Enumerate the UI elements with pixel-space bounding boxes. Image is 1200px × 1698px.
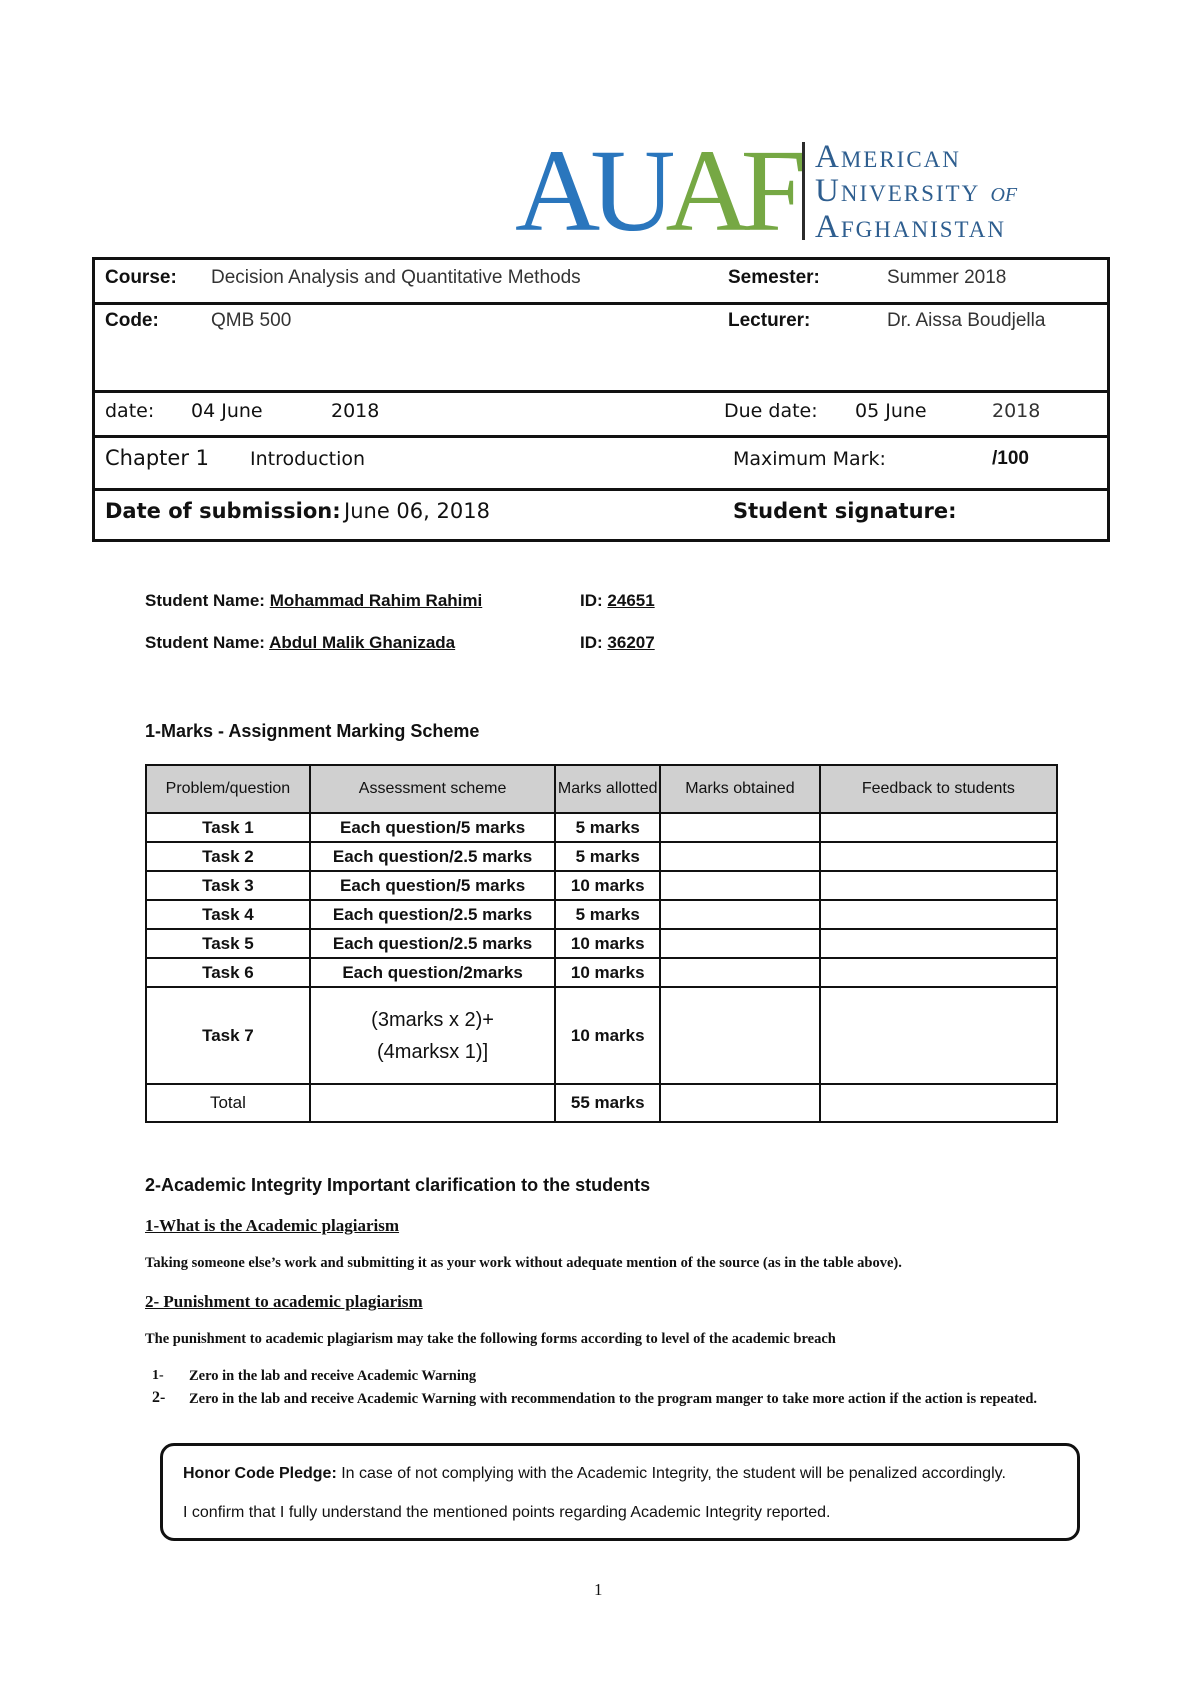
code-value: QMB 500 bbox=[211, 310, 292, 331]
table-row-task-7 bbox=[146, 987, 1057, 1084]
table-row bbox=[146, 958, 1057, 987]
plagiarism-definition-title: 1-What is the Academic plagiarism bbox=[145, 1216, 400, 1235]
course-value: Decision Analysis and Quantitative Methods bbox=[211, 267, 581, 288]
course-info-box bbox=[92, 257, 1110, 542]
student-signature-label: Student signature: bbox=[733, 499, 957, 523]
logo-mark-af: AF bbox=[665, 125, 797, 256]
scheme-cell: Each question/5 marks bbox=[310, 871, 556, 900]
list-item: Zero in the lab and receive Academic Warning bbox=[189, 1368, 477, 1384]
plagiarism-definition-text: Taking someone else’s work and submitting it as your work without adequate mention of the source (as in the table above). bbox=[145, 1255, 902, 1271]
student-id-line-2 bbox=[580, 633, 655, 653]
page-number: 1 bbox=[594, 1580, 603, 1599]
honor-code-pledge-box bbox=[160, 1443, 1080, 1541]
student-name-value: Abdul Malik Ghanizada bbox=[269, 633, 456, 652]
marking-scheme-heading: 1-Marks - Assignment Marking Scheme bbox=[145, 721, 480, 741]
scheme-cell: Each question/2.5 marks bbox=[310, 929, 556, 958]
punishment-text: The punishment to academic plagiarism may take the following forms according to level of the academic breach bbox=[145, 1331, 836, 1347]
student-id-label: ID: bbox=[580, 591, 603, 610]
feedback-cell[interactable] bbox=[820, 871, 1057, 900]
scheme-line-2: (4marksx 1)] bbox=[377, 1040, 489, 1063]
pledge-confirmation-text: I confirm that I fully understand the mentioned points regarding Academic Integrity reported. bbox=[183, 1504, 831, 1521]
scheme-cell: Each question/2marks bbox=[310, 958, 556, 987]
table-header-row bbox=[146, 765, 1057, 813]
task-cell: Task 6 bbox=[146, 958, 310, 987]
marks-obtained-cell[interactable] bbox=[660, 958, 820, 987]
list-item-number: 2- bbox=[152, 1389, 166, 1406]
student-id-label: ID: bbox=[580, 633, 603, 652]
total-marks-cell: 55 marks bbox=[555, 1084, 660, 1122]
column-header: Feedback to students bbox=[820, 765, 1057, 813]
marks-obtained-cell[interactable] bbox=[660, 1084, 820, 1122]
date-day: 04 June bbox=[191, 400, 263, 422]
code-row bbox=[95, 302, 1107, 390]
student-name-label: Student Name: bbox=[145, 633, 265, 652]
marks-allotted-cell: 5 marks bbox=[555, 842, 660, 871]
date-label: date: bbox=[105, 400, 155, 422]
task-cell: Task 4 bbox=[146, 900, 310, 929]
marks-obtained-cell[interactable] bbox=[660, 900, 820, 929]
academic-integrity-heading: 2-Academic Integrity Important clarification to the students bbox=[145, 1175, 651, 1195]
task-cell: Task 1 bbox=[146, 813, 310, 842]
student-name-line-1 bbox=[145, 591, 482, 611]
submission-value: June 06, 2018 bbox=[344, 499, 490, 523]
marks-allotted-cell: 5 marks bbox=[555, 900, 660, 929]
list-item-number: 1- bbox=[152, 1368, 164, 1383]
date-year: 2018 bbox=[331, 400, 380, 422]
lecturer-label: Lecturer: bbox=[728, 310, 811, 331]
task-cell: Task 5 bbox=[146, 929, 310, 958]
task-cell: Task 2 bbox=[146, 842, 310, 871]
table-row bbox=[146, 900, 1057, 929]
course-row bbox=[95, 260, 1107, 302]
submission-row bbox=[95, 488, 1107, 539]
logo-wordmark bbox=[815, 140, 1017, 244]
task-cell: Task 7 bbox=[146, 987, 310, 1084]
logo-line-afghanistan: Afghanistan bbox=[815, 209, 1006, 245]
marks-allotted-cell: 5 marks bbox=[555, 813, 660, 842]
task-cell: Task 3 bbox=[146, 871, 310, 900]
chapter-label: Chapter 1 bbox=[105, 446, 209, 470]
student-id-value: 24651 bbox=[607, 591, 655, 610]
column-header: Marks allotted bbox=[555, 765, 660, 813]
scheme-cell: Each question/2.5 marks bbox=[310, 900, 556, 929]
marking-scheme-table bbox=[145, 764, 1058, 1123]
marks-obtained-cell[interactable] bbox=[660, 929, 820, 958]
code-label: Code: bbox=[105, 310, 159, 331]
feedback-cell[interactable] bbox=[820, 958, 1057, 987]
scheme-cell bbox=[310, 987, 556, 1084]
marks-allotted-cell: 10 marks bbox=[555, 987, 660, 1084]
due-date-label: Due date: bbox=[724, 400, 818, 422]
student-name-line-2 bbox=[145, 633, 455, 653]
course-label: Course: bbox=[105, 267, 177, 288]
logo-mark bbox=[515, 125, 797, 256]
punishment-title: 2- Punishment to academic plagiarism bbox=[145, 1292, 423, 1311]
logo-line-american: American bbox=[815, 139, 961, 175]
table-row bbox=[146, 871, 1057, 900]
pledge-line-1 bbox=[183, 1465, 1006, 1483]
semester-label: Semester: bbox=[728, 267, 820, 288]
logo-line-university: University bbox=[815, 173, 981, 209]
scheme-line-1: (3marks x 2)+ bbox=[371, 1008, 494, 1031]
due-date-year: 2018 bbox=[992, 400, 1041, 422]
logo-line-of: of bbox=[990, 177, 1018, 208]
maximum-mark-value: /100 bbox=[992, 448, 1029, 469]
date-row bbox=[95, 390, 1107, 435]
logo-mark-au: AU bbox=[515, 125, 666, 256]
student-name-value: Mohammad Rahim Rahimi bbox=[269, 591, 483, 610]
maximum-mark-label: Maximum Mark: bbox=[733, 448, 886, 470]
marks-obtained-cell[interactable] bbox=[660, 813, 820, 842]
student-id-value: 36207 bbox=[607, 633, 655, 652]
university-logo bbox=[515, 125, 1065, 256]
table-row bbox=[146, 813, 1057, 842]
feedback-cell[interactable] bbox=[820, 813, 1057, 842]
table-row bbox=[146, 842, 1057, 871]
pledge-label: Honor Code Pledge: bbox=[183, 1465, 337, 1482]
marks-obtained-cell[interactable] bbox=[660, 871, 820, 900]
scheme-cell: Each question/2.5 marks bbox=[310, 842, 556, 871]
feedback-cell[interactable] bbox=[820, 1084, 1057, 1122]
marks-allotted-cell: 10 marks bbox=[555, 871, 660, 900]
column-header: Problem/question bbox=[146, 765, 310, 813]
due-date-day: 05 June bbox=[855, 400, 927, 422]
chapter-title: Introduction bbox=[250, 448, 366, 470]
table-row bbox=[146, 929, 1057, 958]
logo-divider bbox=[802, 142, 805, 240]
marks-obtained-cell[interactable] bbox=[660, 842, 820, 871]
marks-allotted-cell: 10 marks bbox=[555, 958, 660, 987]
scheme-cell bbox=[310, 1084, 556, 1122]
student-id-line-1 bbox=[580, 591, 655, 611]
semester-value: Summer 2018 bbox=[887, 267, 1007, 288]
pledge-text: In case of not complying with the Academic Integrity, the student will be penalized accordingly. bbox=[336, 1465, 1006, 1482]
table-row-total bbox=[146, 1084, 1057, 1122]
list-item: Zero in the lab and receive Academic Warning with recommendation to the program manger to take more action if the action is repeated. bbox=[189, 1391, 1038, 1407]
total-label-cell: Total bbox=[146, 1084, 310, 1122]
lecturer-value: Dr. Aissa Boudjella bbox=[887, 310, 1046, 331]
submission-label: Date of submission: bbox=[105, 499, 341, 523]
column-header: Marks obtained bbox=[660, 765, 820, 813]
chapter-row bbox=[95, 435, 1107, 488]
feedback-cell[interactable] bbox=[820, 842, 1057, 871]
feedback-cell[interactable] bbox=[820, 900, 1057, 929]
column-header: Assessment scheme bbox=[310, 765, 556, 813]
marks-allotted-cell: 10 marks bbox=[555, 929, 660, 958]
feedback-cell[interactable] bbox=[820, 929, 1057, 958]
feedback-cell[interactable] bbox=[820, 987, 1057, 1084]
student-name-label: Student Name: bbox=[145, 591, 265, 610]
marks-obtained-cell[interactable] bbox=[660, 987, 820, 1084]
scheme-cell: Each question/5 marks bbox=[310, 813, 556, 842]
